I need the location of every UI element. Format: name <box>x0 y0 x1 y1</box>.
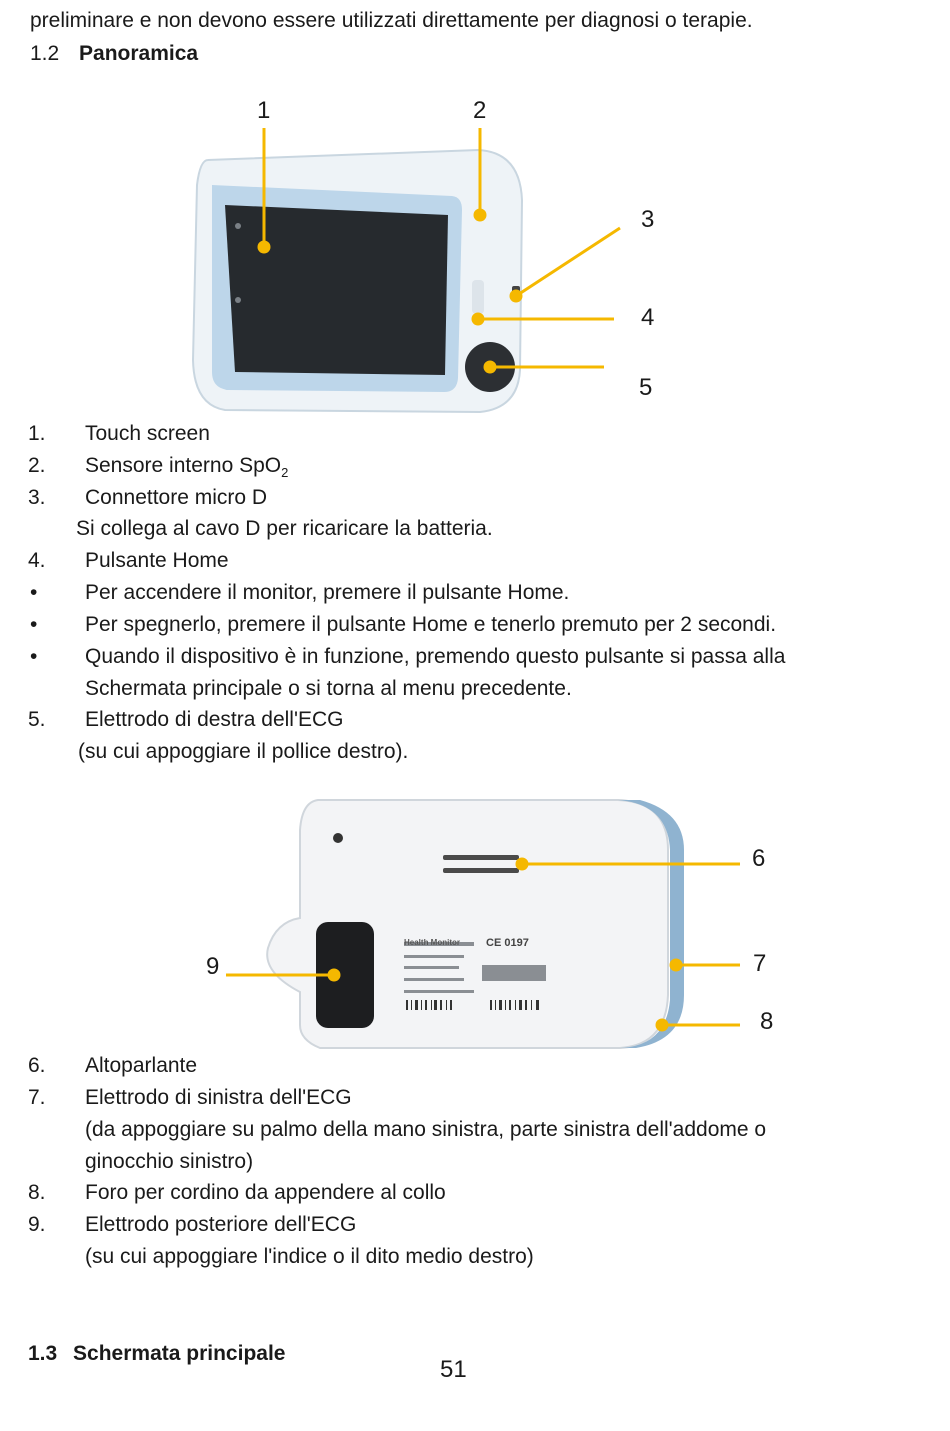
item-7-note-2: ginocchio sinistro) <box>85 1150 254 1173</box>
back-label-ce: CE 0197 <box>486 937 529 949</box>
bullet-3-symbol: • <box>30 645 38 668</box>
item-9-number: 9. <box>28 1213 46 1236</box>
bullet-2-symbol: • <box>30 613 38 636</box>
section-13-title: Schermata principale <box>73 1342 286 1365</box>
item-2-subscript: 2 <box>281 465 289 481</box>
callout-1: 1 <box>257 97 271 124</box>
item-9-label: Elettrodo posteriore dell'ECG <box>85 1213 357 1236</box>
callout-8: 8 <box>760 1008 774 1035</box>
bullet-1-text: Per accendere il monitor, premere il pulsante Home. <box>85 581 570 604</box>
item-7-note-1: (da appoggiare su palmo della mano sinistra, parte sinistra dell'addome o <box>85 1118 767 1141</box>
bullet-3-text-cont: Schermata principale o si torna al menu precedente. <box>85 677 572 700</box>
bullet-1-symbol: • <box>30 581 38 604</box>
item-5-number: 5. <box>28 708 46 731</box>
callout-3: 3 <box>641 206 655 233</box>
section-13-number: 1.3 <box>28 1342 58 1365</box>
item-3-number: 3. <box>28 486 46 509</box>
item-6-number: 6. <box>28 1054 46 1077</box>
item-5-note: (su cui appoggiare il pollice destro). <box>78 740 409 763</box>
back-device-illustration <box>267 800 684 1048</box>
item-4-number: 4. <box>28 549 46 572</box>
callout-4: 4 <box>641 304 655 331</box>
callout-9: 9 <box>206 953 220 980</box>
item-8-label: Foro per cordino da appendere al collo <box>85 1181 446 1204</box>
back-label-brand: Health Monitor <box>404 938 460 947</box>
item-6-label: Altoparlante <box>85 1054 198 1077</box>
section-number: 1.2 <box>30 42 60 65</box>
item-1-number: 1. <box>28 422 46 445</box>
section-heading-schermata <box>28 1341 285 1367</box>
callout-6: 6 <box>752 845 766 872</box>
item-5-label: Elettrodo di destra dell'ECG <box>85 708 344 731</box>
callout-2: 2 <box>473 97 487 124</box>
bullet-2-text: Per spegnerlo, premere il pulsante Home e tenerlo premuto per 2 secondi. <box>85 613 777 636</box>
item-7-number: 7. <box>28 1086 46 1109</box>
item-2-label-text: Sensore interno SpO <box>85 454 282 477</box>
item-3-note: Si collega al cavo D per ricaricare la batteria. <box>76 517 493 540</box>
bullet-3-text: Quando il dispositivo è in funzione, premendo questo pulsante si passa alla <box>85 645 786 668</box>
item-8-number: 8. <box>28 1181 46 1204</box>
section-title: Panoramica <box>79 42 199 65</box>
item-7-label: Elettrodo di sinistra dell'ECG <box>85 1086 352 1109</box>
item-9-note: (su cui appoggiare l'indice o il dito medio destro) <box>85 1245 534 1268</box>
callout-7: 7 <box>753 950 767 977</box>
page-number: 51 <box>440 1356 467 1383</box>
item-3-label: Connettore micro D <box>85 486 268 509</box>
item-1-label: Touch screen <box>85 422 210 445</box>
intro-line: preliminare e non devono essere utilizzati direttamente per diagnosi o terapie. <box>30 9 753 32</box>
callout-5: 5 <box>639 374 653 401</box>
item-4-label: Pulsante Home <box>85 549 229 572</box>
item-2-number: 2. <box>28 454 46 477</box>
